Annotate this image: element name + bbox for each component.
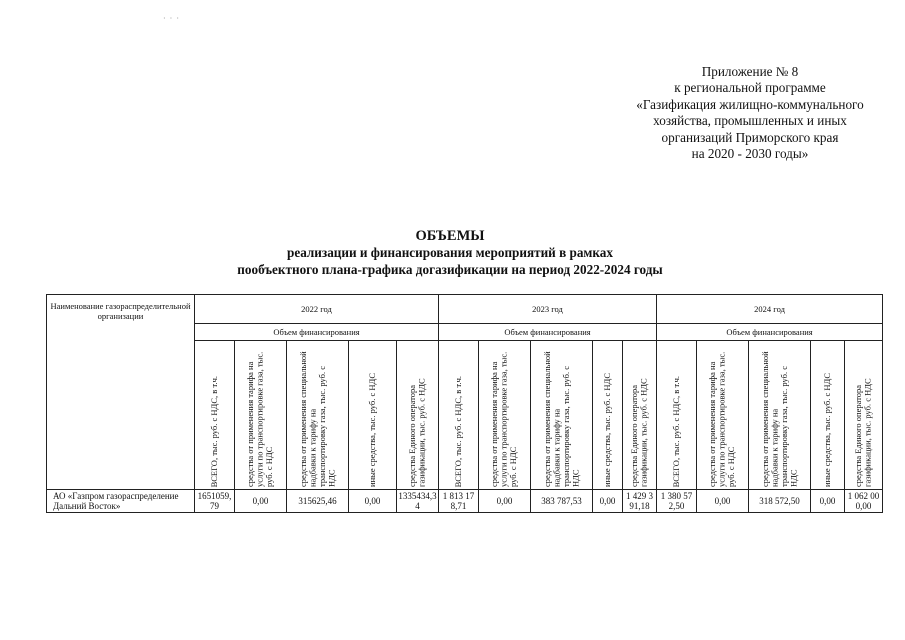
- value-cell: 0,00: [349, 490, 397, 513]
- column-header-text: средства от применения тарифа на услуги по транспортировке газа, тыс. руб. с НДС: [707, 351, 737, 487]
- column-header: [439, 341, 479, 490]
- value-cell: 383 787,53: [531, 490, 593, 513]
- column-header-text: иные средства, тыс. руб. с НДС: [601, 373, 612, 487]
- column-header: [195, 341, 235, 490]
- appendix-line: Приложение № 8: [701, 64, 799, 79]
- year-header: 2024 год: [657, 295, 883, 324]
- appendix-line: «Газификация жилищно-коммунального: [636, 96, 864, 112]
- title-line: реализации и финансирования мероприятий в рамках: [287, 245, 613, 260]
- column-header: [235, 341, 287, 490]
- value-cell: 1 062 000,00: [845, 490, 883, 513]
- value-cell: 1651059,79: [195, 490, 235, 513]
- value-cell: 1 380 572,50: [657, 490, 697, 513]
- column-header: [623, 341, 657, 490]
- title-main: ОБЪЕМЫ: [415, 228, 485, 244]
- title-line: пообъектного плана-графика догазификации на период 2022-2024 годы: [237, 261, 663, 277]
- column-header-text: иные средства, тыс. руб. с НДС: [366, 373, 377, 487]
- column-header: [811, 341, 845, 490]
- value-cell: 1 813 178,71: [439, 490, 479, 513]
- column-header-text: средства Единого оператора газификации, тыс. руб. с НДС: [407, 378, 427, 487]
- value-cell: 0,00: [697, 490, 749, 513]
- column-header-text: средства от применения специальной надбавки к тарифу на транспортировку газа, тыс. руб. с НДС: [759, 351, 799, 487]
- column-header: [479, 341, 531, 490]
- column-header-text: ВСЕГО, тыс. руб. с НДС, в т.ч.: [670, 375, 681, 487]
- column-header: [657, 341, 697, 490]
- column-header: [749, 341, 811, 490]
- column-header-text: ВСЕГО, тыс. руб. с НДС, в т.ч.: [208, 375, 219, 487]
- value-cell: 1 429 391,18: [623, 490, 657, 513]
- column-header-text: иные средства, тыс. руб. с НДС: [821, 373, 832, 487]
- value-cell: 0,00: [811, 490, 845, 513]
- value-cell: 318 572,50: [749, 490, 811, 513]
- table-row: [47, 490, 883, 513]
- financing-table: [46, 294, 883, 513]
- organization-cell: АО «Газпром газораспределение Дальний Восток»: [47, 490, 195, 513]
- column-header: [349, 341, 397, 490]
- appendix-line: к региональной программе: [674, 80, 826, 96]
- column-header-organization: Наименование газораспределительной организации: [47, 295, 195, 490]
- value-cell: 1335434,34: [398, 491, 437, 511]
- column-header-text: средства от применения тарифа на услуги по транспортировке газа, тыс. руб. с НДС: [245, 351, 275, 487]
- appendix-header: [585, 64, 905, 162]
- table-header-row: [47, 295, 883, 324]
- column-header-text: средства от применения тарифа на услуги по транспортировке газа, тыс. руб. с НДС: [489, 351, 519, 487]
- column-header: [845, 341, 883, 490]
- appendix-line: хозяйства, промышленных и иных: [653, 113, 847, 129]
- document-title: [150, 228, 750, 278]
- column-header-text: средства Единого оператора газификации, тыс. руб. с НДС: [629, 378, 649, 487]
- year-header: 2023 год: [439, 295, 657, 324]
- value-cell: 0,00: [593, 490, 623, 513]
- value-cell: 0,00: [479, 490, 531, 513]
- column-header-text: средства от применения специальной надбавки к тарифу на транспортировку газа, тыс. руб. с НДС: [541, 351, 581, 487]
- column-header: [531, 341, 593, 490]
- year-header: 2022 год: [195, 295, 439, 324]
- column-header: [287, 341, 349, 490]
- appendix-line: организаций Приморского края: [661, 129, 839, 145]
- financing-header: Объем финансирования: [439, 324, 657, 341]
- column-header: [697, 341, 749, 490]
- value-cell: 0,00: [235, 490, 287, 513]
- appendix-line: на 2020 - 2030 годы»: [691, 146, 809, 162]
- financing-header: Объем финансирования: [195, 324, 439, 341]
- column-header-text: средства Единого оператора газификации, тыс. руб. с НДС: [853, 378, 873, 487]
- scan-mark: · · ·: [163, 14, 180, 23]
- value-cell: 315625,46: [287, 490, 349, 513]
- column-header: [593, 341, 623, 490]
- column-header-text: ВСЕГО, тыс. руб. с НДС, в т.ч.: [452, 375, 463, 487]
- financing-header: Объем финансирования: [657, 324, 883, 341]
- column-header: [397, 341, 439, 490]
- column-header-text: средства от применения специальной надбавки к тарифу на транспортировку газа, тыс. руб. с НДС: [297, 351, 336, 487]
